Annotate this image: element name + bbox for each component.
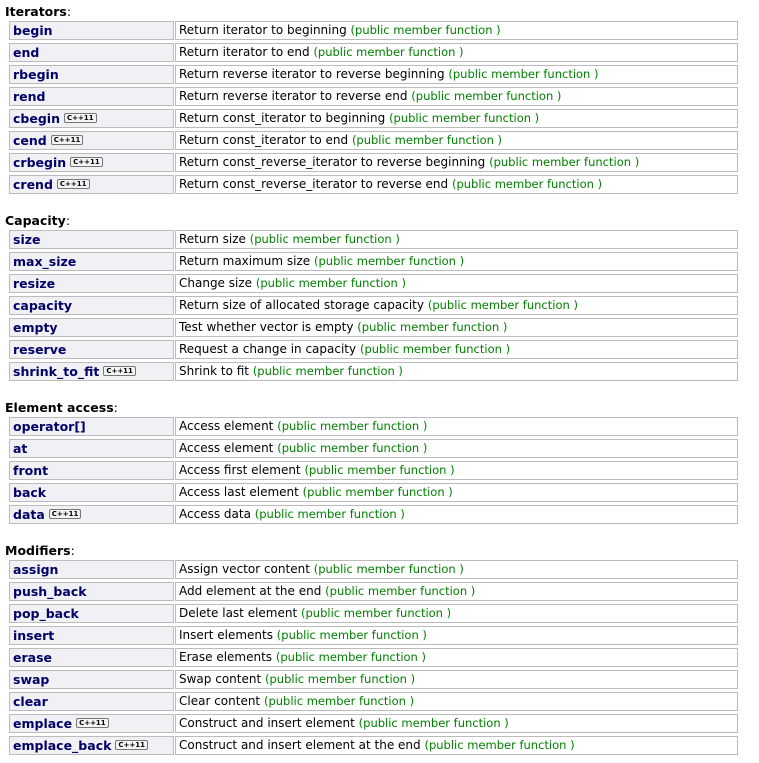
member-desc: Swap content [179,672,262,686]
member-desc-cell [175,460,739,482]
member-name-cell [9,482,175,504]
member-kind: (public member function ) [489,155,640,169]
member-name-cell [9,130,175,152]
member-name-cell [9,647,175,669]
member-desc-cell [175,86,739,108]
cpp11-badge-icon: C++11 [70,157,103,167]
member-desc-cell [175,482,739,504]
member-desc: Access element [179,441,274,455]
member-desc-cell [175,130,739,152]
cpp11-badge-icon: C++11 [76,718,109,728]
member-desc: Access data [179,507,251,521]
member-name-cell [9,295,175,317]
member-desc-cell [175,108,739,130]
member-kind: (public member function ) [263,694,415,708]
member-link-begin[interactable]: begin [13,23,53,38]
member-kind: (public member function ) [358,716,509,730]
member-name-cell [9,691,175,713]
member-link-shrink-to-fit[interactable]: shrink_to_fit [13,364,100,379]
member-desc-cell [175,581,739,603]
table-row [9,230,739,251]
table-row [9,174,739,195]
section-title: Capacity: [5,213,71,228]
table-row [9,152,739,174]
member-name-cell [9,417,175,438]
member-desc-cell [175,42,739,64]
member-desc: Erase elements [179,650,273,664]
member-desc-cell [175,504,739,525]
cpp11-badge-icon: C++11 [49,509,82,519]
member-name-cell [9,603,175,625]
table-row [9,691,739,713]
member-kind: (public member function ) [357,320,508,334]
member-desc: Return reverse iterator to reverse end [179,89,408,103]
member-desc-cell [175,603,739,625]
member-desc-cell [175,735,739,756]
member-name-cell [9,669,175,691]
member-link-operator-brackets[interactable]: operator[] [13,419,86,434]
member-desc-cell [175,230,739,251]
member-kind: (public member function ) [313,45,464,59]
member-desc-cell [175,625,739,647]
table-row [9,735,739,756]
table-row [9,417,739,438]
table-row [9,339,739,361]
member-kind: (public member function ) [254,507,405,521]
member-desc: Return iterator to end [179,45,310,59]
member-link-max-size[interactable]: max_size [13,254,77,269]
member-desc: Access first element [179,463,301,477]
member-kind: (public member function ) [275,650,426,664]
member-kind: (public member function ) [255,276,406,290]
table-row [9,251,739,273]
section-spacer [5,525,759,543]
member-desc: Test whether vector is empty [179,320,354,334]
member-kind: (public member function ) [302,485,453,499]
member-kind: (public member function ) [277,441,428,455]
member-link-rend[interactable]: rend [13,89,46,104]
cpp11-badge-icon: C++11 [103,366,136,376]
member-kind: (public member function ) [265,672,416,686]
member-kind: (public member function ) [350,23,501,37]
member-desc: Return const_reverse_iterator to reverse beginning [179,155,486,169]
member-desc-cell [175,174,739,195]
table-row [9,560,739,581]
member-link-empty[interactable]: empty [13,320,58,335]
member-desc-cell [175,273,739,295]
table-row [9,108,739,130]
member-kind: (public member function ) [252,364,403,378]
table-row [9,625,739,647]
member-name-cell [9,504,175,525]
table-row [9,130,739,152]
member-desc: Insert elements [179,628,273,642]
member-link-reserve[interactable]: reserve [13,342,67,357]
table-row [9,713,739,735]
member-desc-cell [175,438,739,460]
member-desc: Request a change in capacity [179,342,357,356]
member-link-size[interactable]: size [13,232,41,247]
member-kind: (public member function ) [351,133,503,147]
member-kind: (public member function ) [427,298,578,312]
section-title: Modifiers: [5,543,75,558]
member-name-cell [9,273,175,295]
member-kind: (public member function ) [276,628,427,642]
member-name-cell [9,152,175,174]
table-row [9,273,739,295]
member-link-clear[interactable]: clear [13,694,48,709]
section-element-access [5,400,759,525]
member-kind: (public member function ) [314,254,465,268]
table-row [9,603,739,625]
table-row [9,64,739,86]
member-desc: Delete last element [179,606,298,620]
member-link-swap[interactable]: swap [13,672,50,687]
table-row [9,460,739,482]
table-row [9,581,739,603]
member-name-cell [9,581,175,603]
member-table [8,559,739,756]
cpp11-badge-icon: C++11 [57,179,90,189]
member-kind: (public member function ) [359,342,511,356]
table-row [9,317,739,339]
member-kind: (public member function ) [313,562,464,576]
cpp11-badge-icon: C++11 [115,740,148,750]
member-link-resize[interactable]: resize [13,276,56,291]
member-name-cell [9,460,175,482]
member-desc-cell [175,21,739,42]
table-row [9,504,739,525]
table-row [9,438,739,460]
member-name-cell [9,560,175,581]
member-table [8,229,739,382]
member-desc-cell [175,713,739,735]
member-desc: Return const_iterator to end [179,133,349,147]
member-desc: Assign vector content [179,562,310,576]
member-link-emplace-back[interactable]: emplace_back [13,738,112,753]
member-kind: (public member function ) [277,419,428,433]
member-link-crend[interactable]: crend [13,177,53,192]
member-desc-cell [175,417,739,438]
table-row [9,482,739,504]
member-link-erase[interactable]: erase [13,650,52,665]
member-kind: (public member function ) [451,177,603,191]
member-desc: Access element [179,419,274,433]
member-name-cell [9,251,175,273]
member-kind: (public member function ) [389,111,540,125]
table-row [9,669,739,691]
member-desc: Return const_reverse_iterator to reverse end [179,177,449,191]
member-link-rbegin[interactable]: rbegin [13,67,59,82]
section-spacer [5,382,759,400]
member-desc-cell [175,647,739,669]
member-desc: Return reverse iterator to reverse beginning [179,67,445,81]
member-link-capacity[interactable]: capacity [13,298,73,313]
table-row [9,21,739,42]
member-kind: (public member function ) [411,89,562,103]
member-desc: Construct and insert element at the end [179,738,421,752]
member-name-cell [9,42,175,64]
member-desc: Return size of allocated storage capacity [179,298,424,312]
member-link-data[interactable]: data [13,507,45,522]
member-name-cell [9,86,175,108]
member-link-push-back[interactable]: push_back [13,584,87,599]
member-kind: (public member function ) [249,232,400,246]
member-link-at[interactable]: at [13,441,28,456]
section-title: Element access: [5,400,118,415]
member-desc: Access last element [179,485,299,499]
member-kind: (public member function ) [448,67,599,81]
member-desc: Clear content [179,694,261,708]
member-desc-cell [175,560,739,581]
member-desc-cell [175,317,739,339]
member-name-cell [9,713,175,735]
member-desc-cell [175,339,739,361]
section-spacer [5,195,759,213]
member-name-cell [9,21,175,42]
table-row [9,295,739,317]
member-kind: (public member function ) [304,463,455,477]
member-desc: Return maximum size [179,254,311,268]
member-kind: (public member function ) [424,738,575,752]
member-link-crbegin[interactable]: crbegin [13,155,67,170]
member-link-cbegin[interactable]: cbegin [13,111,60,126]
member-desc-cell [175,64,739,86]
member-link-pop-back[interactable]: pop_back [13,606,79,621]
member-table [8,416,739,525]
member-desc-cell [175,669,739,691]
member-desc-cell [175,361,739,382]
table-row [9,361,739,382]
member-link-cend[interactable]: cend [13,133,47,148]
member-desc: Return size [179,232,246,246]
section-title: Iterators: [5,4,72,19]
member-link-front[interactable]: front [13,463,49,478]
member-desc: Construct and insert element [179,716,355,730]
member-desc-cell [175,152,739,174]
member-desc-cell [175,691,739,713]
table-row [9,86,739,108]
member-name-cell [9,317,175,339]
member-name-cell [9,108,175,130]
section-modifiers [5,543,759,756]
table-row [9,42,739,64]
member-kind: (public member function ) [325,584,476,598]
member-link-emplace[interactable]: emplace [13,716,73,731]
member-name-cell [9,339,175,361]
member-kind: (public member function ) [301,606,452,620]
member-desc: Change size [179,276,253,290]
member-desc-cell [175,251,739,273]
member-desc: Return iterator to beginning [179,23,347,37]
member-table [8,20,739,195]
member-name-cell [9,361,175,382]
table-row [9,647,739,669]
member-name-cell [9,174,175,195]
member-desc: Add element at the end [179,584,322,598]
member-link-back[interactable]: back [13,485,47,500]
section-iterators [5,4,759,195]
cpp11-badge-icon: C++11 [64,113,97,123]
member-desc: Return const_iterator to beginning [179,111,386,125]
section-capacity [5,213,759,382]
cpp11-badge-icon: C++11 [51,135,84,145]
member-desc: Shrink to fit [179,364,249,378]
member-name-cell [9,64,175,86]
member-link-insert[interactable]: insert [13,628,55,643]
member-link-assign[interactable]: assign [13,562,59,577]
member-desc-cell [175,295,739,317]
member-name-cell [9,625,175,647]
member-name-cell [9,230,175,251]
member-name-cell [9,438,175,460]
member-link-end[interactable]: end [13,45,40,60]
member-name-cell [9,735,175,756]
